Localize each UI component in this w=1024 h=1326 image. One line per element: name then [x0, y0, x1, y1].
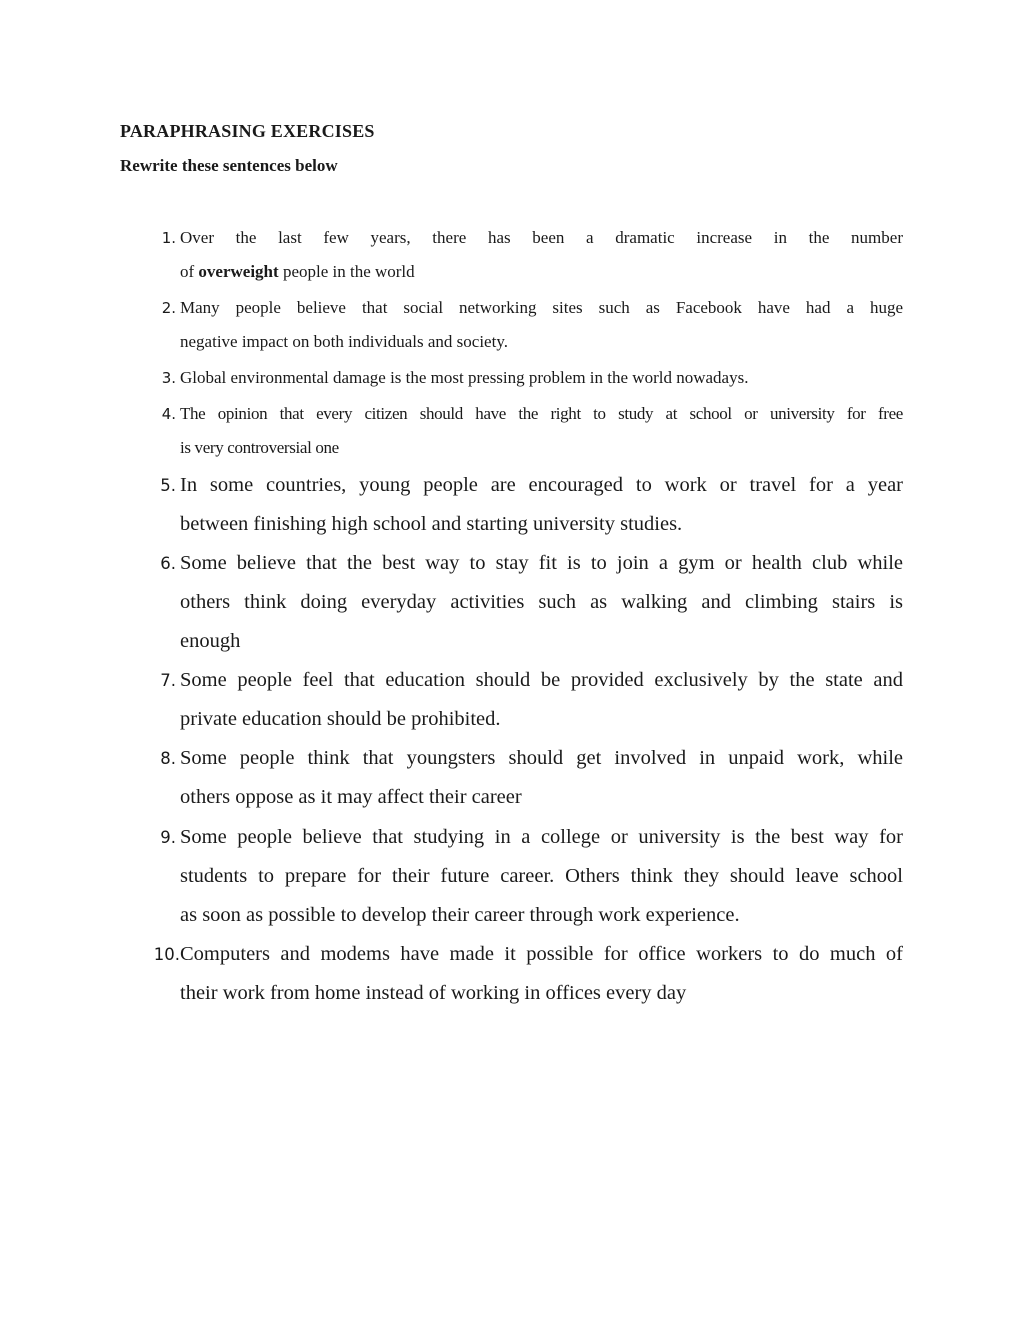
item-number: 6.: [160, 554, 176, 573]
item-number: 5.: [160, 476, 176, 495]
exercise-item-9: [160, 818, 903, 935]
item-number: 2.: [161, 299, 176, 317]
item-text-line-1: Some people believe that studying in a college or university is the best way for: [180, 826, 903, 848]
item-text-line-1: Some people think that youngsters should get involved in unpaid work, while: [180, 747, 903, 769]
item-text-line-1: The opinion that every citizen should have the right to study at school or university for free: [180, 404, 903, 423]
item-number: 7.: [160, 671, 176, 690]
item-number: 1.: [161, 229, 176, 247]
item-text-prefix: of: [180, 262, 199, 281]
item-text-line-1: Computers and modems have made it possible for office workers to do much of: [180, 943, 903, 965]
item-text-suffix: people in the world: [278, 262, 415, 281]
item-text-line-2: private education should be prohibited.: [180, 708, 501, 730]
exercise-item-4: [161, 397, 903, 465]
item-text-line-2: their work from home instead of working in offices every day: [180, 982, 687, 1004]
item-text-line-1: Many people believe that social networking sites such as Facebook have had a huge: [180, 298, 903, 317]
exercise-item-10: [153, 935, 903, 1013]
item-number: 4.: [161, 405, 176, 423]
item-text-line-2: between finishing high school and starting university studies.: [180, 513, 683, 535]
document-title: PARAPHRASING EXERCISES: [120, 121, 375, 141]
exercise-item-2: [161, 291, 903, 359]
item-text-line-3: enough: [180, 630, 241, 652]
document-subtitle: Rewrite these sentences below: [120, 156, 338, 175]
item-text-line-1: Global environmental damage is the most pressing problem in the world nowadays.: [180, 368, 749, 387]
exercise-item-1: [161, 221, 903, 289]
exercise-item-6: [160, 544, 903, 661]
item-text-line-3: as soon as possible to develop their career through work experience.: [180, 904, 740, 926]
item-text-line-2: [180, 255, 903, 289]
item-text-line-2: is very controversial one: [180, 438, 339, 457]
item-text-line-1: Some people feel that education should be provided exclusively by the state and: [180, 669, 903, 691]
item-number: 8.: [160, 749, 176, 768]
item-text-line-1: Some believe that the best way to stay fit is to join a gym or health club while: [180, 552, 903, 574]
item-number: 3.: [161, 369, 176, 387]
item-text-line-2: others think doing everyday activities such as walking and climbing stairs is: [180, 591, 903, 613]
exercise-item-8: [160, 739, 903, 817]
item-text-line-1: In some countries, young people are encouraged to work or travel for a year: [180, 474, 903, 496]
exercise-item-3: [161, 361, 903, 395]
item-number: 9.: [160, 828, 176, 847]
item-keyword: overweight: [198, 262, 279, 281]
exercise-item-5: [160, 466, 903, 544]
item-text-line-2: students to prepare for their future career. Others think they should leave school: [180, 865, 903, 887]
item-text-line-1: Over the last few years, there has been a dramatic increase in the number: [180, 228, 903, 247]
item-number: 10.: [153, 945, 180, 964]
item-text-line-2: others oppose as it may affect their career: [180, 786, 522, 808]
item-text-line-2: negative impact on both individuals and society.: [180, 332, 508, 351]
exercise-item-7: [160, 661, 903, 739]
